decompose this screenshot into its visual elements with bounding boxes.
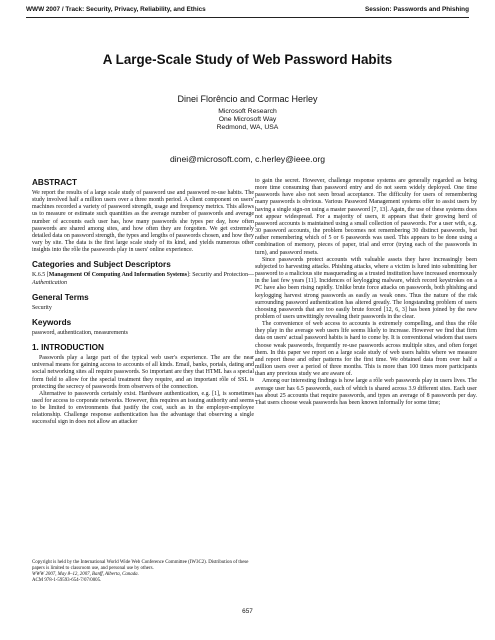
affiliation-line-1: Microsoft Research [218,108,277,115]
abstract-heading: ABSTRACT [32,178,78,187]
header-rule [26,17,469,18]
conference-line: WWW 2007, May 8–12, 2007, Banff, Alberta, Canada. [32,571,139,577]
page-number: 657 [242,608,253,615]
right-column [255,178,477,407]
right-paragraph-2: Since passwords protect accounts with valuable assets they have increasingly been subjected to harvesting attacks. Phishing attacks, where a victim is lured into submitting her password to a malicious site masquerading as a trusted institution have increased enormously in the last few years [11]. Incidences of keylogging malware, which record keystrokes on a PC have also been rising rapidly. Unlike brute force attacks on passwords, both phishing and keylogging harvest strong passwords as easily as weak ones. Thus the nature of the risk surrounding password authentication has altered greatly. The longstanding problem of users choosing passwords that are too easily brute forced [12, 6, 3] has been joined by the new problem of users unwittingly revealing their passwords in the clear. [255,256,477,320]
intro-paragraph-2: Alternative to passwords certainly exist. Hardware authentication, e.g. [1], is sometimes used for access to corporate networks. However, this requires an issuing authority and seems to be limited to environments that justify the cost, such as in the employer-employee relationship. Challenge response authentication has the advantage that observing a single successful sign in does not allow an attacker [32,390,254,426]
authors: Dinei Florêncio and Cormac Herley [177,94,318,104]
categories-text [32,272,254,286]
intro-paragraph-1: Passwords play a large part of the typical web user's experience. The are the near universal means for gaining access to accounts of all kinds. Email, banks, portals, dating and social networking sites all require passwords. So important are they that HTML has a special form field to allow for the special treatment they require, and an important rôle of SSL is protecting the secrecy of passwords from observers of the connection. [32,355,254,390]
introduction-heading: 1. INTRODUCTION [32,343,104,353]
copyright-notice [32,560,254,584]
ccs-bold: Management Of Computing And Information Systems [48,272,188,279]
categories-heading: Categories and Subject Descriptors [32,260,171,270]
track-label: WWW 2007 / Track: Security, Privacy, Reliability, and Ethics [26,6,206,13]
affiliation-line-2: One Microsoft Way [218,116,277,123]
acm-isbn: ACM 978-1-59593-654-7/07/0005. [32,577,102,583]
keywords-heading: Keywords [32,317,72,327]
general-terms-text: Security [32,304,52,311]
session-label: Session: Passwords and Phishing [364,6,469,13]
copyright-text: Copyright is held by the International World Wide Web Conference Committee (IW3C2). Distribution of these papers is limited to classroom use, and personal use by others. [32,560,249,571]
ccs-code: K.6.5 [ [32,272,49,279]
ccs-mid: ]: Security and Protection— [187,272,254,279]
author-emails: dinei@microsoft.com, c.herley@ieee.org [169,154,325,164]
general-terms-heading: General Terms [32,292,89,302]
abstract-text: We report the results of a large scale study of password use and password re-use habits. The study involved half a million users over a three month period. A client component on users' machines recorded a variety of password strength, usage and frequency metrics. This allows us to measure or estimate such quantities as the average number of passwords and average number of accounts each user has, how many passwords she types per day, how often passwords are shared among sites, and how often they are forgotten. We get extremely detailed data on password strength, the types and lengths of passwords chosen, and how they vary by site. The data is the first large scale study of its kind, and yields numerous other insights into the rôle the passwords play in users' online experience. [32,190,254,254]
right-paragraph-3: The convenience of web access to accounts is extremely compelling, and thus the rôle they play in the average web users life seems likely to increase. However we find that firm data on users' actual password habits is hard to come by. It is conventional wisdom that users choose weak passwords, frequently re-use passwords across multiple sites, and often forget them. In this paper we report on a large scale study of web users habits where we measure and report these and other patterns for the first time. We obtained data from over half a million users over a period of three months. This is more than 100 times more participants than any previous study we are aware of. [255,321,477,378]
right-paragraph-4: Among our interesting findings is how large a rôle web passwords play in users lives. The average user has 6.5 passwords, each of which is shared across 3.9 different sites. Each user has about 25 accounts that require passwords, and types an average of 8 passwords per day. That users choose weak passwords has been known informally for some time; [255,378,477,406]
keywords-text: password, authentication, measurements [32,329,128,336]
paper-title: A Large-Scale Study of Web Password Habits [102,52,393,67]
left-column [32,178,254,427]
affiliation-line-3: Redmond, WA, USA [216,124,279,131]
right-paragraph-1: to gain the secret. However, challenge response systems are generally regarded as being more time consuming than password entry and do not seem widely deployed. One time passwords have also not seen broad acceptance. The difficulty for users of remembering many passwords is obvious. Various Password Management systems offer to assist users by having a single sign-on using a master password [7, 13]. Again, the use of these systems does not appear widespread. For a majority of users, it appears that their growing herd of password accounts is maintained using a small collection of passwords. For a user with, e.g. 30 password accounts, the problem becomes not remembering 30 distinct passwords, but rather remembering which of 5 or 6 passwords was used. This appears to be done using a combination of memory, pieces of paper, trial and error (trying each of the passwords in turn), and password resets. [255,178,477,256]
ccs-italic: Authentication [32,279,67,286]
